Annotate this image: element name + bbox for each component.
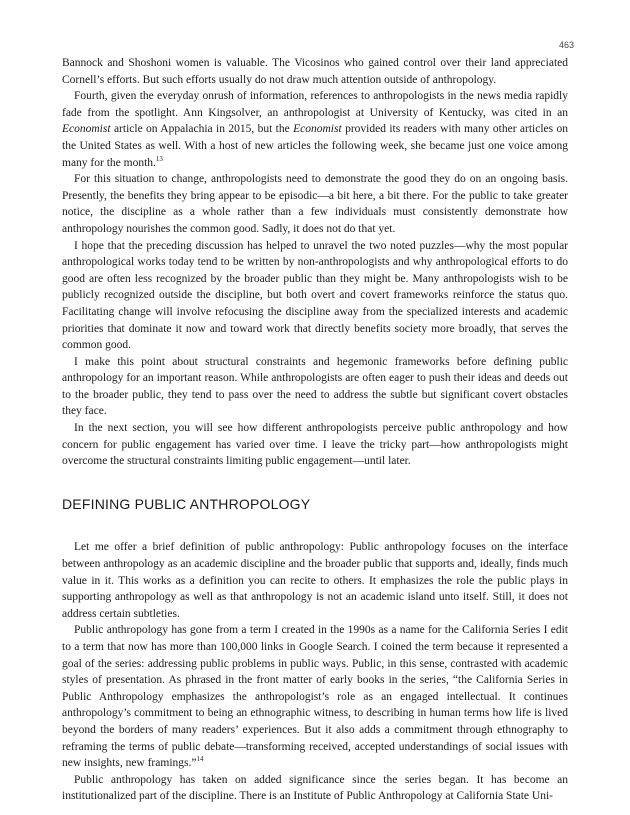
text-run: Bannock and Shoshoni women is valuable. The Vicosinos who gained control over their land appreciated Cornell’s efforts. But such efforts usually do not draw much attention outside of anthropology.: [62, 57, 568, 86]
italic-text: Economist: [62, 123, 111, 136]
paragraph: [62, 55, 568, 88]
paragraph: [62, 171, 568, 237]
paragraph: [62, 354, 568, 420]
paragraph: [62, 772, 568, 805]
footnote-ref: 14: [196, 755, 204, 764]
page-number: 463: [558, 40, 574, 50]
paragraph: [62, 539, 568, 622]
text-run: For this situation to change, anthropologists need to demonstrate the good they do on an ongoing basis. Presently, the benefits they bring appear to be episodic—a bit here, a bit there. For the public to take greater notice, the discipline as a whole rather than a few individuals must consistently demonstrate how anthropology nourishes the common good. Sadly, it does not do that yet.: [62, 173, 568, 235]
italic-text: Economist: [293, 123, 342, 136]
text-run: I make this point about structural constraints and hegemonic frameworks before defining public anthropology for an important reason. While anthropologists are often eager to push their ideas and deeds out to the broader public, they tend to pass over the need to address the subtle but significant covert obstacles they face.: [62, 355, 568, 418]
text-run: Fourth, given the everyday onrush of information, references to anthropologists in the news media rapidly fade from the spotlight. Ann Kingsolver, an anthropologist at University of Kentucky, was cited in an: [62, 90, 568, 119]
paragraph: [62, 238, 568, 354]
paragraph: [62, 420, 568, 470]
text-run: Public anthropology has gone from a term I created in the 1990s as a name for the California Series I edit to a term that now has more than 100,000 links in Google Search. I coined the term because it represented a goal of the series: addressing public problems in public ways. Public, in this sense, contrasted with academic styles of presentation. As phrased in the front matter of early books in the series, “the California Series in Public Anthropology emphasizes the anthropologist’s role as an engaged intellectual. It continues anthropology’s commitment to being an ethnographic witness, to describing in human terms how life is lived beyond the borders of many readers’ experiences. But it also adds a commitment through ethnography to reframing the terms of public debate—transforming received, accepted understandings of social issues with new insights, new framings.”: [62, 624, 568, 770]
paragraphs-before-heading: [62, 55, 568, 470]
paragraph: [62, 622, 568, 771]
body-text: [62, 55, 568, 805]
footnote-ref: 13: [155, 154, 163, 163]
paragraphs-after-heading: [62, 539, 568, 805]
text-run: I hope that the preceding discussion has helped to unravel the two noted puzzles—why the most popular anthropological works today tend to be written by non-anthropologists and why anthropological efforts to do good are often less recognized by the broader public than they might be. Many anthropologists wish to be publicly recognized outside the discipline, but both overt and covert frameworks reinforce the status quo. Facilitating change will involve refocusing the discipline away from the specialized interests and academic priorities that dominate it now and toward work that directly benefits society more broadly, that serves the common good.: [62, 239, 568, 352]
text-run: article on Appalachia in 2015, but the: [110, 123, 294, 136]
text-run: Let me offer a brief definition of public anthropology: Public anthropology focuses on the interface between anthropology as an academic discipline and the broader public that supports and, ideally, finds much value in it. This works as a definition you can recite to others. It emphasizes the role the public plays in supporting anthropology as well as that anthropology is not an academic island unto itself. Still, it does not address certain subtleties.: [62, 541, 568, 620]
text-run: provided its readers with many other articles on the United States as well. With a host of new articles the following week, she became just one voice among many for the month.: [62, 123, 568, 169]
text-run: Public anthropology has taken on added significance since the series began. It has become an institutionalized part of the discipline. There is an Institute of Public Anthropology at California State Uni-: [62, 773, 568, 803]
text-run: In the next section, you will see how different anthropologists perceive public anthropology and how concern for public engagement has varied over time. I leave the tricky part—how anthropologists might overcome the structural constraints limiting public engagement—until later.: [62, 422, 568, 468]
paragraph: [62, 88, 568, 171]
section-heading: DEFINING PUBLIC ANTHROPOLOGY: [62, 495, 311, 512]
